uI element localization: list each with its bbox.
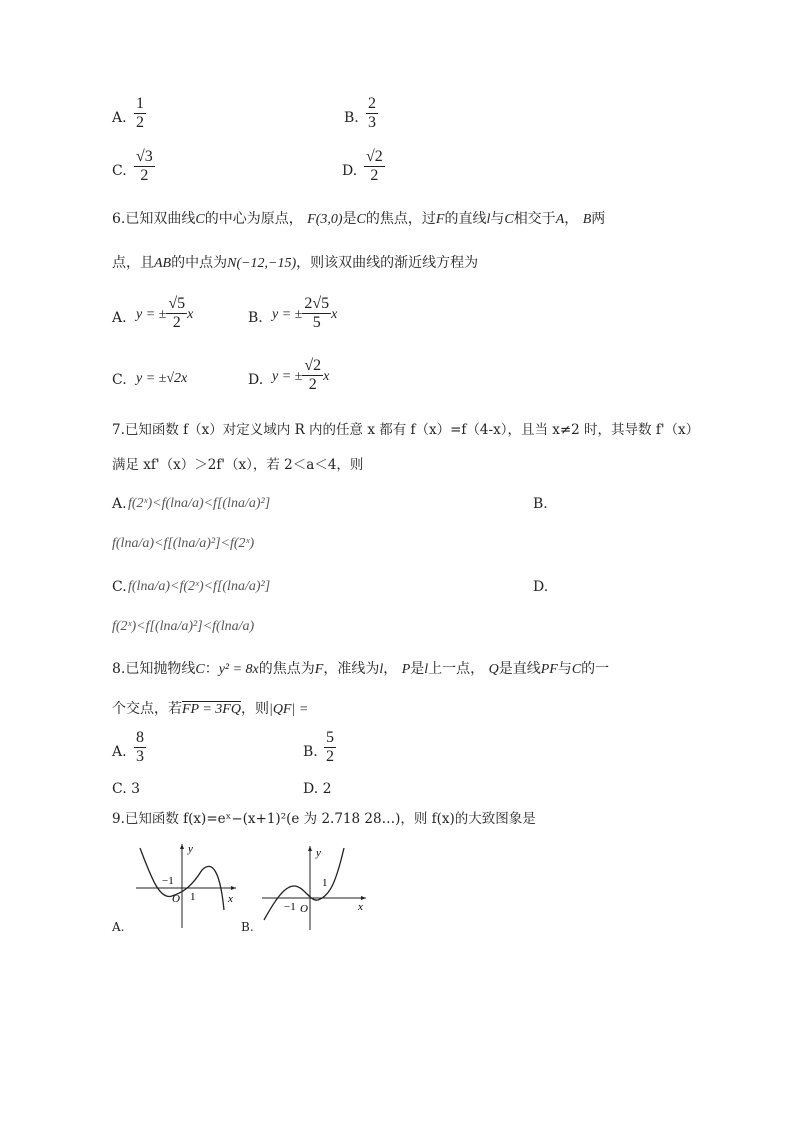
q6-option-c-expr: y = ±√2x (136, 371, 188, 386)
q6-text: 两 (591, 211, 606, 227)
q6-var-ab: AB (154, 256, 172, 271)
q5-option-b-label: B. (344, 110, 359, 126)
q8-a-den: 3 (136, 748, 144, 766)
q6-a-num: √5 (166, 295, 187, 314)
graph-a-x-arrow (231, 886, 236, 890)
q8-option-b-label: B. (303, 744, 318, 760)
graph-b-y-arrow (308, 846, 312, 851)
q5-a-denominator: 2 (136, 114, 144, 132)
q7-option-d-expr: f(2ˣ)<f[(lna/a)²]<f(lna/a) (112, 619, 255, 634)
q8-a-num: 8 (134, 729, 146, 748)
q7-stem-line1: 7.已知函数 f（x）对定义域内 R 内的任意 x 都有 f（x）=f（4-x），且当 x≠2 时，其导数 f'（x） (112, 422, 700, 438)
graph-a-origin: O (172, 893, 180, 905)
q7-option-b-expr: f(lna/a)<f[(lna/a)²]<f(2ˣ) (112, 536, 255, 551)
q7-option-b-label: B. (533, 496, 548, 512)
q8-vector-eq: FP = 3FQ (182, 702, 241, 717)
q8-var-l: l (379, 662, 384, 677)
q6-option-b-label: B. (248, 310, 263, 326)
q6-a-post: x (187, 306, 194, 322)
q8-text: 8.已知抛物线 (112, 661, 196, 677)
q6-d-post: x (323, 368, 330, 384)
q8-option-b-fraction (324, 729, 336, 767)
q8-var-c: C (195, 662, 205, 677)
q5-a-numerator: 1 (134, 95, 146, 114)
q5-option-d-fraction (364, 148, 385, 186)
q8-var-p: P (401, 662, 411, 677)
graph-a-y-label: y (188, 843, 193, 855)
q6-b-pre: y = ± (272, 306, 303, 322)
q6-text: 的中点为 (171, 255, 228, 271)
q6-b-num: 2√5 (302, 295, 331, 314)
q8-text: 的一 (581, 661, 610, 677)
q8-option-a-label: A. (112, 744, 127, 760)
q7-option-c-label: C. (112, 579, 127, 595)
q6-text: 6.已知双曲线 (112, 211, 196, 227)
q5-b-numerator: 2 (366, 95, 378, 114)
q8-option-a-fraction (134, 729, 146, 767)
q6-b-post: x (331, 306, 338, 322)
q6-option-c-label: C. (112, 372, 127, 388)
q9-graph-b-label: B. (241, 920, 254, 934)
graph-b-tick-neg: −1 (284, 901, 296, 913)
q6-a-pre: y = ± (136, 306, 167, 322)
q6-var-b: B (582, 212, 592, 227)
q8-stem-line2 (112, 702, 308, 717)
q8-stem-line1 (112, 662, 609, 677)
q6-focus: F(3,0) (307, 212, 343, 227)
q6-text: ， (564, 211, 579, 227)
q6-text: 是 (342, 211, 357, 227)
q8-text: ，则 (240, 701, 269, 717)
q5-option-c-fraction (134, 148, 155, 186)
q7-option-a-expr: f(2ˣ)<f(lna/a)<f[(lna/a)²] (128, 496, 271, 511)
q6-b-den: 5 (312, 314, 321, 332)
q7-option-d-label: D. (533, 579, 549, 595)
q5-option-a-label: A. (112, 110, 127, 126)
q8-option-d: D. 2 (303, 781, 332, 797)
q6-option-a-label: A. (112, 310, 127, 326)
q6-text: 相交于 (513, 211, 556, 227)
q6-option-b-expr (272, 295, 337, 333)
q6-option-a-expr (136, 295, 193, 333)
q9-graph-a-label: A. (112, 920, 125, 934)
q7-option-a-label: A. (112, 496, 127, 512)
q8-parabola-eq: y² = 8x (218, 662, 259, 677)
q7-stem-line2: 满足 xf'（x）＞2f'（x），若 2＜a＜4，则 (112, 457, 364, 473)
q8-text: ， (383, 661, 398, 677)
q6-var-f: F (435, 212, 445, 227)
q5-b-denominator: 3 (368, 114, 376, 132)
q8-b-den: 2 (326, 748, 334, 766)
q6-d-pre: y = ± (272, 368, 303, 384)
q6-var-a: A (555, 212, 565, 227)
q6-midpoint: N(−12,−15) (227, 256, 297, 271)
graph-b-x-arrow (361, 896, 366, 900)
q6-text: 点，且 (112, 255, 154, 271)
q6-var-l: l (486, 212, 491, 227)
q8-var-f: F (314, 662, 324, 677)
q8-text: 上一点， (428, 661, 485, 677)
graph-b-tick-pos: 1 (322, 877, 328, 889)
graph-a-y-arrow (180, 844, 184, 849)
q8-text: 与 (557, 661, 572, 677)
q8-abs-qf: |QF| = (268, 702, 309, 717)
q6-option-d-expr (272, 357, 329, 395)
q6-var-c: C (195, 212, 205, 227)
q8-text: 是直线 (498, 661, 541, 677)
graph-b-y-label: y (316, 847, 321, 859)
graph-a-tick-neg: −1 (162, 875, 174, 887)
q6-stem-line2 (112, 256, 478, 271)
q6-text: 与 (490, 211, 505, 227)
q8-text: 的焦点为 (258, 661, 315, 677)
q5-option-c-label: C. (112, 163, 127, 179)
q6-var-c: C (504, 212, 514, 227)
q5-option-b-fraction (366, 95, 378, 133)
q5-c-denominator: 2 (140, 167, 149, 185)
q6-stem-line1 (112, 212, 605, 227)
q8-b-num: 5 (324, 729, 336, 748)
graph-b-x-label: x (358, 901, 363, 913)
q5-d-denominator: 2 (370, 167, 379, 185)
q5-d-numerator: √2 (364, 148, 385, 167)
q9-graph-a (132, 840, 240, 930)
q6-a-den: 2 (172, 314, 181, 332)
q8-var-q: Q (488, 662, 499, 677)
q6-text: ，则该双曲线的渐近线方程为 (296, 255, 479, 271)
q5-option-a-fraction (134, 95, 146, 133)
q8-text: 是 (410, 661, 425, 677)
q6-d-den: 2 (308, 376, 317, 394)
q9-stem: 9.已知函数 f(x)=eˣ−(x+1)²(e 为 2.718 28…)，则 f(x)的大致图象是 (112, 811, 536, 827)
graph-a-tick-pos: 1 (190, 891, 196, 903)
q6-text: 的焦点，过 (365, 211, 436, 227)
q6-option-d-label: D. (248, 372, 264, 388)
q8-text: ： (204, 661, 219, 677)
q9-graph-b (260, 842, 370, 932)
graph-b-origin: O (300, 903, 308, 915)
q6-text: 的中心为原点， (204, 211, 303, 227)
q7-option-c-expr: f(lna/a)<f(2ˣ)<f[(lna/a)²] (128, 579, 271, 594)
q6-var-c: C (356, 212, 366, 227)
q6-d-num: √2 (302, 357, 323, 376)
q8-text: 个交点，若 (112, 701, 182, 717)
q8-var-c: C (571, 662, 582, 677)
q5-c-numerator: √3 (134, 148, 155, 167)
q8-var-pf: PF (540, 662, 558, 677)
q8-var-l: l (424, 662, 429, 677)
q8-option-c: C. 3 (112, 781, 141, 797)
graph-a-x-label: x (228, 893, 233, 905)
q6-text: 的直线 (444, 211, 487, 227)
q5-option-d-label: D. (342, 163, 358, 179)
q8-text: ，准线为 (323, 661, 380, 677)
